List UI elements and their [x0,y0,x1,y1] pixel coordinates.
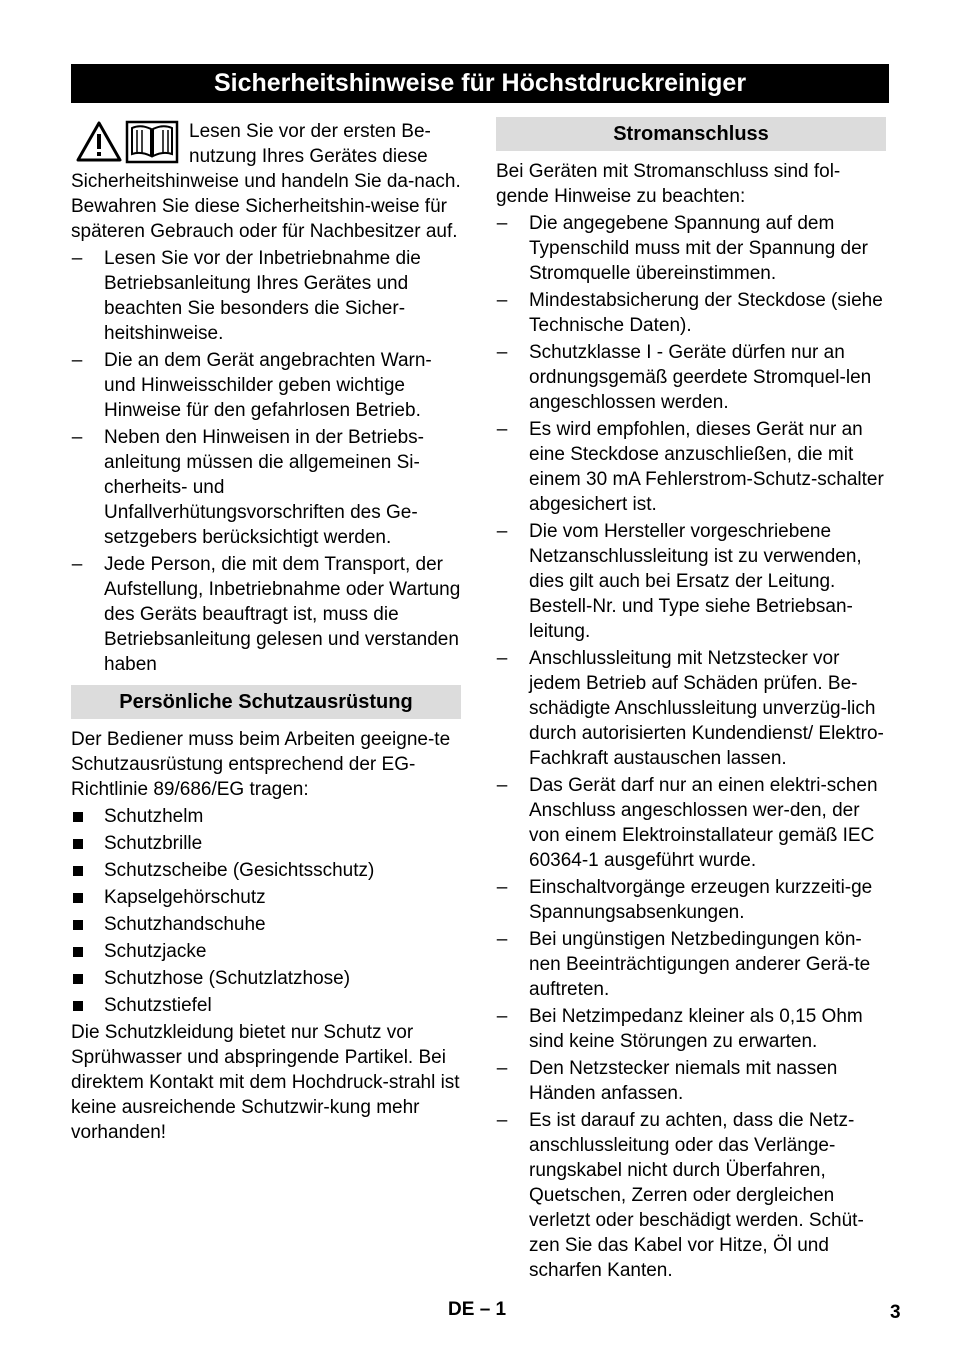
list-item: – Mindestabsicherung der Steckdose (siehe Technische Daten). [496,290,883,336]
intro-paragraph [71,119,461,244]
list-item: – Schutzklasse I - Geräte dürfen nur an ordnungsgemäß geerdete Stromquel-len angeschlossen werden. [496,342,872,413]
list-item: Schutzhelm [71,804,461,829]
list-item: Kapselgehörschutz [71,885,461,910]
list-item: – Lesen Sie vor der Inbetriebnahme die Betriebsanleitung Ihres Gerätes und beachten Sie besonders die Sicher-heitshinweise. [71,248,421,344]
intro-text-rest: nutzung Ihres Gerätes diese Sicherheitshinweise und handeln Sie da-nach. Bewahren Sie diese Sicherheitshin-weise für späteren Gebrauch oder für Nachbesitzer auf. [71,146,461,242]
list-item: Schutzscheibe (Gesichtsschutz) [71,858,461,883]
list-item: – Einschaltvorgänge erzeugen kurzzeiti-ge Spannungsabsenkungen. [496,877,873,923]
list-item: Schutzbrille [71,831,461,856]
power-connection-intro: Bei Geräten mit Stromanschluss sind fol-gende Hinweise zu beachten: [496,161,841,207]
safety-instructions-list [71,246,461,677]
section-heading-power-connection: Stromanschluss [496,117,886,151]
list-item: – Jede Person, die mit dem Transport, der Aufstellung, Inbetriebnahme oder Wartung des Geräts beauftragt ist, muss die Betriebsanleitung gelesen und verstanden haben [71,554,461,675]
list-item: – Neben den Hinweisen in der Betriebs-anleitung müssen die allgemeinen Si-cherheits- und Unfallverhütungsvorschriften des Ge-setzgebers berücksichtigt werden. [71,427,425,548]
list-item: – Den Netzstecker niemals mit nassen Händen anfassen. [496,1058,838,1104]
page-title: Sicherheitshinweise für Höchstdruckreiniger [71,64,889,103]
list-item: – Bei ungünstigen Netzbedingungen kön-nen Beeinträchtigungen anderer Gerä-te auftreten. [496,929,871,1000]
list-item: – Das Gerät darf nur an einen elektri-schen Anschluss angeschlossen wer-den, der von einem Elektroinstallateur gemäß IEC 60364-1 ausgeführt wurde. [496,775,878,871]
list-item: – Die angegebene Spannung auf dem Typenschild muss mit der Spannung der Stromquelle übereinstimmen. [496,213,869,284]
power-connection-list [496,211,886,1283]
protective-equipment-list [71,804,461,1018]
footer-section-page-number: – 1 [479,1299,507,1320]
list-item: – Die vom Hersteller vorgeschriebene Netzanschlussleitung ist zu verwenden, dies gilt auch bei Ersatz der Leitung. Bestell-Nr. und Type siehe Betriebsan-leitung. [496,521,862,642]
page-number: 3 [890,1302,901,1323]
footer-section-page [448,1297,506,1322]
list-item: – Die an dem Gerät angebrachten Warn- und Hinweisschilder geben wichtige Hinweise für den gefahrlosen Betrieb. [71,350,432,421]
list-item: – Anschlussleitung mit Netzstecker vor jedem Betrieb auf Schäden prüfen. Be-schädigte Anschlussleitung unverzüg-lich durch autorisierten Kundendienst/ Elektro-Fachkraft austauschen lassen. [496,648,884,769]
intro-text-first: Lesen Sie vor der ersten Be- [189,121,431,142]
right-column [496,117,886,1283]
list-item: – Es ist darauf zu achten, dass die Netz-anschlussleitung oder das Verlänge-rungskabel nicht durch Überfahren, Quetschen, Zerren oder dergleichen verletzt oder beschädigt werden. Schüt-zen Sie das Kabel vor Hitze, Öl und scharfen Kanten. [496,1110,864,1281]
warning-manual-icons [75,120,179,164]
list-item: Schutzhandschuhe [71,912,461,937]
left-column [71,117,461,1145]
list-item: Schutzstiefel [71,993,461,1018]
footer-language: DE [448,1299,475,1320]
section-heading-protective-equipment: Persönliche Schutzausrüstung [71,685,461,719]
list-item: Schutzhose (Schutzlatzhose) [71,966,461,991]
protective-equipment-intro: Der Bediener muss beim Arbeiten geeigne-te Schutzausrüstung entsprechend der EG-Richtlinie 89/686/EG tragen: [71,729,451,800]
warning-triangle-and-book-icon [75,120,179,164]
list-item: – Es wird empfohlen, dieses Gerät nur an eine Steckdose anzuschließen, die mit einem 30 mA Fehlerstrom-Schutz-schalter abgesichert ist. [496,419,884,515]
protective-clothing-note: Die Schutzkleidung bietet nur Schutz vor Sprühwasser und abspringende Partikel. Bei direktem Kontakt mit dem Hochdruck-strahl ist keine ausreichende Schutzwir-kung mehr vorhanden! [71,1022,460,1143]
list-item: – Bei Netzimpedanz kleiner als 0,15 Ohm sind keine Störungen zu erwarten. [496,1006,863,1052]
list-item: Schutzjacke [71,939,461,964]
